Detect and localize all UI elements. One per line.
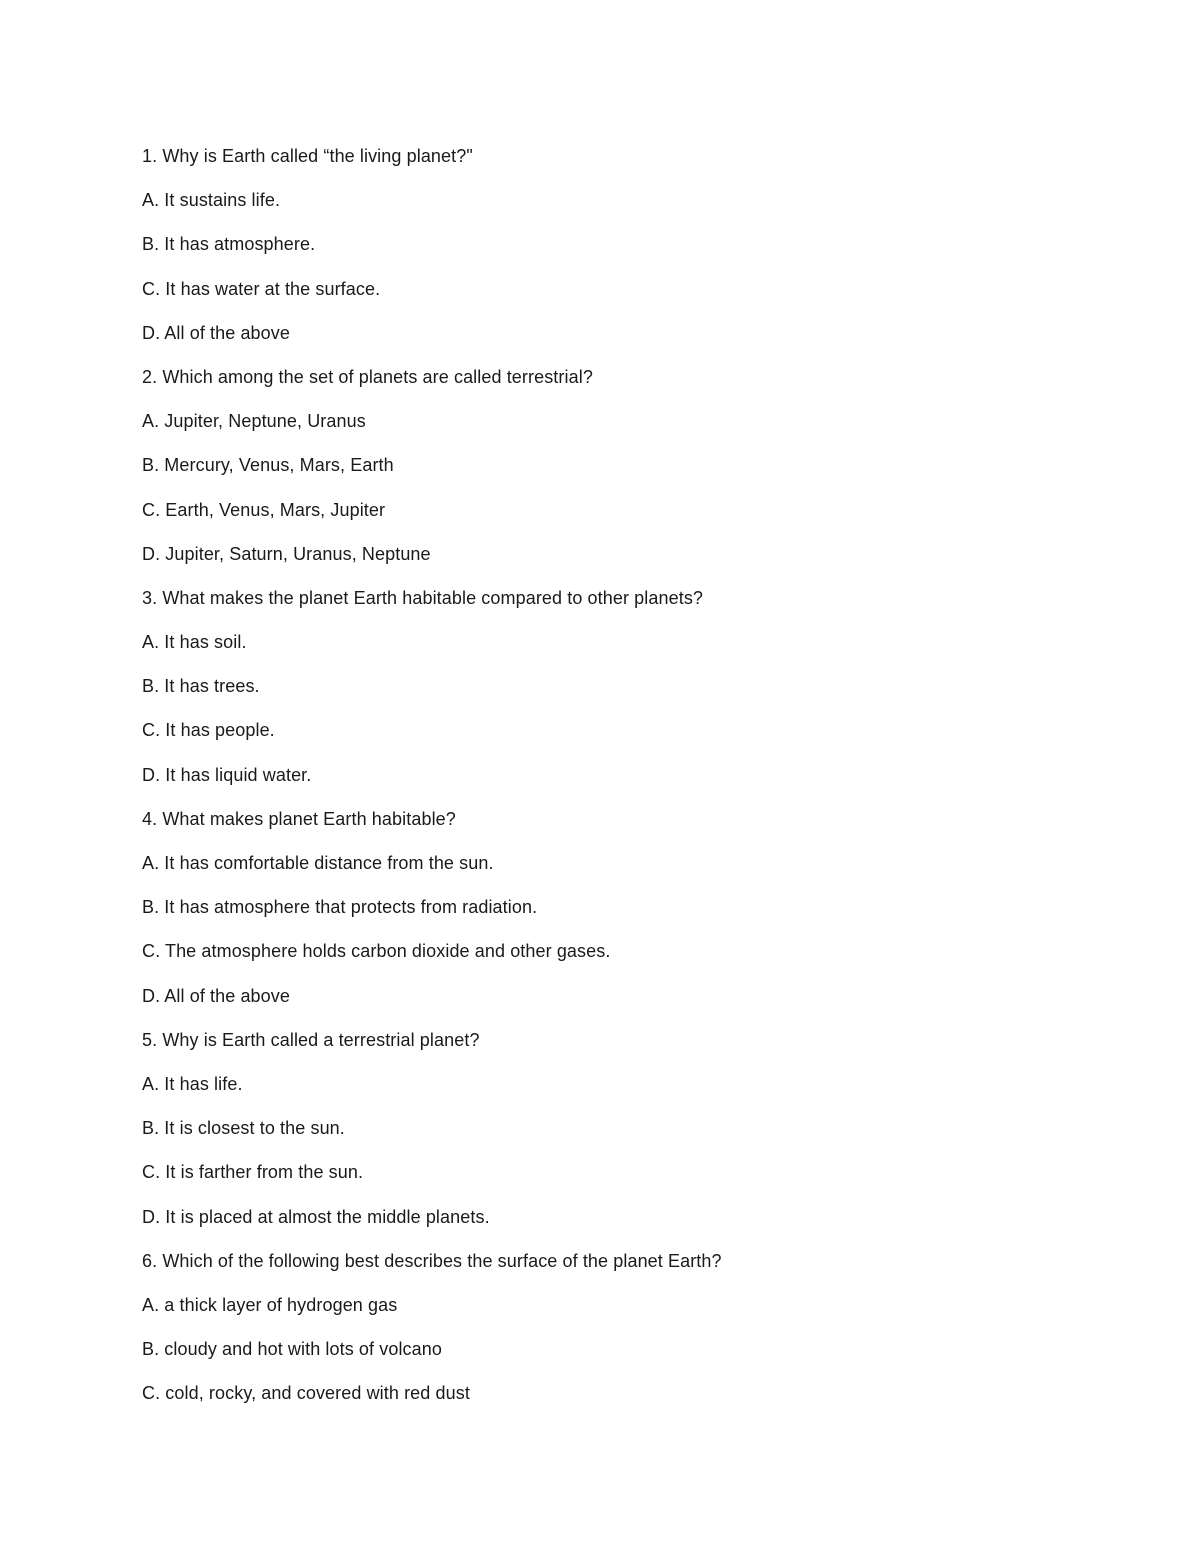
question-4: 4. What makes planet Earth habitable? <box>142 808 456 829</box>
question-5-option-c: C. It is farther from the sun. <box>142 1162 364 1183</box>
question-2-option-b: B. Mercury, Venus, Mars, Earth <box>142 455 394 476</box>
question-5-option-a: A. It has life. <box>142 1073 243 1094</box>
question-2: 2. Which among the set of planets are called terrestrial? <box>142 366 593 387</box>
question-5-option-d: D. It is placed at almost the middle planets. <box>142 1206 490 1227</box>
question-1-option-a: A. It sustains life. <box>142 190 281 211</box>
question-5-option-b: B. It is closest to the sun. <box>142 1118 345 1139</box>
question-6-option-b: B. cloudy and hot with lots of volcano <box>142 1339 442 1360</box>
question-1-option-d: D. All of the above <box>142 322 290 343</box>
question-4-option-d: D. All of the above <box>142 985 290 1006</box>
quiz-content <box>142 141 1122 1422</box>
question-3-option-a: A. It has soil. <box>142 632 247 653</box>
question-4-option-c: C. The atmosphere holds carbon dioxide and other gases. <box>142 941 611 962</box>
question-4-option-b: B. It has atmosphere that protects from radiation. <box>142 897 538 918</box>
question-3-option-b: B. It has trees. <box>142 676 260 697</box>
question-6-option-a: A. a thick layer of hydrogen gas <box>142 1294 398 1315</box>
question-1-option-b: B. It has atmosphere. <box>142 234 316 255</box>
question-1: 1. Why is Earth called “the living planet?" <box>142 146 473 166</box>
question-2-option-a: A. Jupiter, Neptune, Uranus <box>142 411 366 432</box>
question-6-option-c: C. cold, rocky, and covered with red dust <box>142 1383 470 1404</box>
question-2-option-c: C. Earth, Venus, Mars, Jupiter <box>142 499 386 520</box>
question-3-option-d: D. It has liquid water. <box>142 764 312 785</box>
question-2-option-d: D. Jupiter, Saturn, Uranus, Neptune <box>142 543 431 564</box>
question-3-option-c: C. It has people. <box>142 720 275 741</box>
question-4-option-a: A. It has comfortable distance from the sun. <box>142 853 494 873</box>
question-1-option-c: C. It has water at the surface. <box>142 278 381 299</box>
question-5: 5. Why is Earth called a terrestrial planet? <box>142 1029 480 1050</box>
question-6: 6. Which of the following best describes the surface of the planet Earth? <box>142 1250 722 1271</box>
question-3: 3. What makes the planet Earth habitable compared to other planets? <box>142 587 704 608</box>
